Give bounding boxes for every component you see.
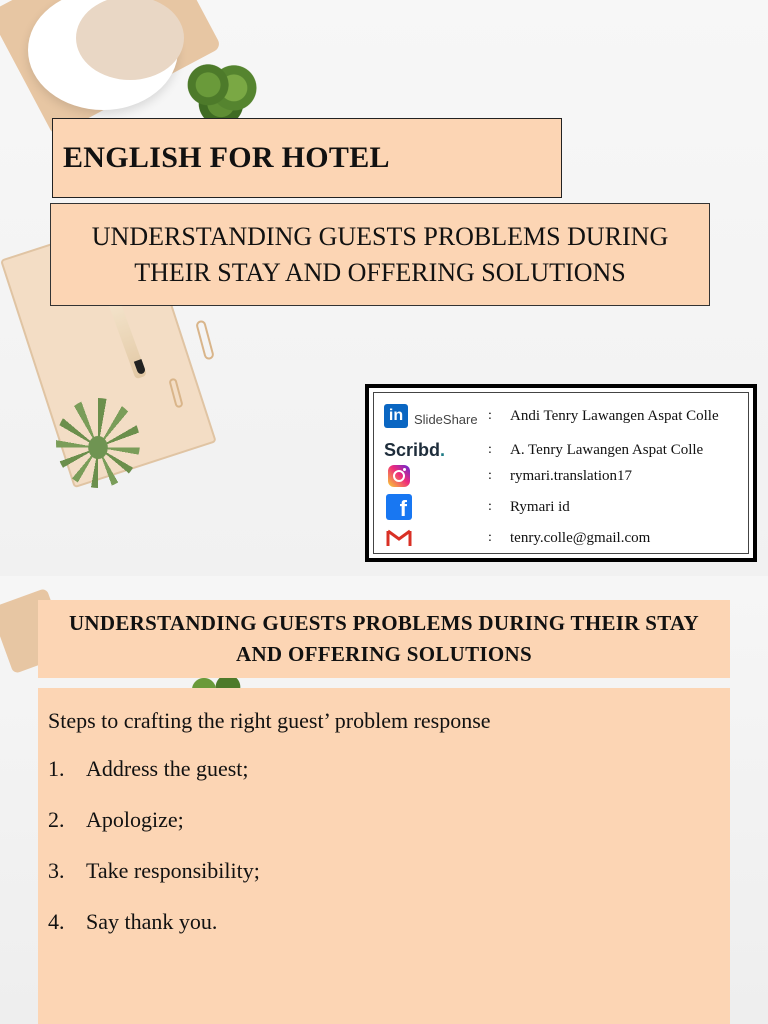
contact-row-gmail (374, 523, 748, 553)
list-number: 3. (48, 858, 65, 883)
contact-instagram-handle[interactable]: rymari.translation17 (510, 467, 633, 484)
scribd-icon: Scribd . (384, 439, 446, 460)
facebook-icon: f (386, 494, 412, 520)
list-text: Apologize; (86, 807, 184, 832)
list-text: Say thank you. (86, 909, 218, 934)
list-item (48, 909, 720, 960)
slide-heading: UNDERSTANDING GUESTS PROBLEMS DURING THEIR STAY AND OFFERING SOLUTIONS (38, 600, 730, 678)
contact-row-facebook (374, 492, 748, 522)
list-number: 1. (48, 756, 65, 781)
list-item (48, 807, 720, 858)
paper-clip-image (195, 319, 215, 360)
succulent-image (56, 398, 140, 488)
list-item (48, 858, 720, 909)
contact-slideshare-name[interactable]: Andi Tenry Lawangen Aspat Colle (510, 407, 719, 424)
list-item (48, 756, 720, 807)
instagram-icon (388, 465, 410, 487)
contact-separator: : (488, 468, 492, 483)
contact-scribd-name[interactable]: A. Tenry Lawangen Aspat Colle (510, 441, 704, 458)
plant-image (178, 60, 264, 122)
slide-2 (0, 576, 768, 1024)
contact-separator: : (488, 530, 492, 545)
contact-row-instagram (374, 461, 748, 491)
list-text: Take responsibility; (86, 858, 260, 883)
contact-card (365, 384, 757, 562)
list-number: 2. (48, 807, 65, 832)
list-text: Address the guest; (86, 756, 249, 781)
slide-subtitle: UNDERSTANDING GUESTS PROBLEMS DURING THEIR STAY AND OFFERING SOLUTIONS (50, 203, 710, 306)
slide-title: ENGLISH FOR HOTEL (52, 118, 562, 198)
list-number: 4. (48, 909, 65, 934)
slideshare-label: SlideShare (414, 411, 478, 427)
slide-body (38, 688, 730, 1024)
coffee-mug-image (28, 0, 178, 110)
contact-separator: : (488, 499, 492, 514)
contact-email[interactable]: tenry.colle@gmail.com (510, 529, 651, 546)
contact-facebook-name[interactable]: Rymari id (510, 498, 570, 515)
contact-separator: : (488, 408, 492, 423)
steps-intro: Steps to crafting the right guest’ problem response (48, 708, 491, 733)
gmail-icon (386, 528, 412, 548)
contact-row-slideshare (374, 401, 748, 431)
contact-separator: : (488, 442, 492, 457)
linkedin-icon: in (384, 404, 408, 428)
